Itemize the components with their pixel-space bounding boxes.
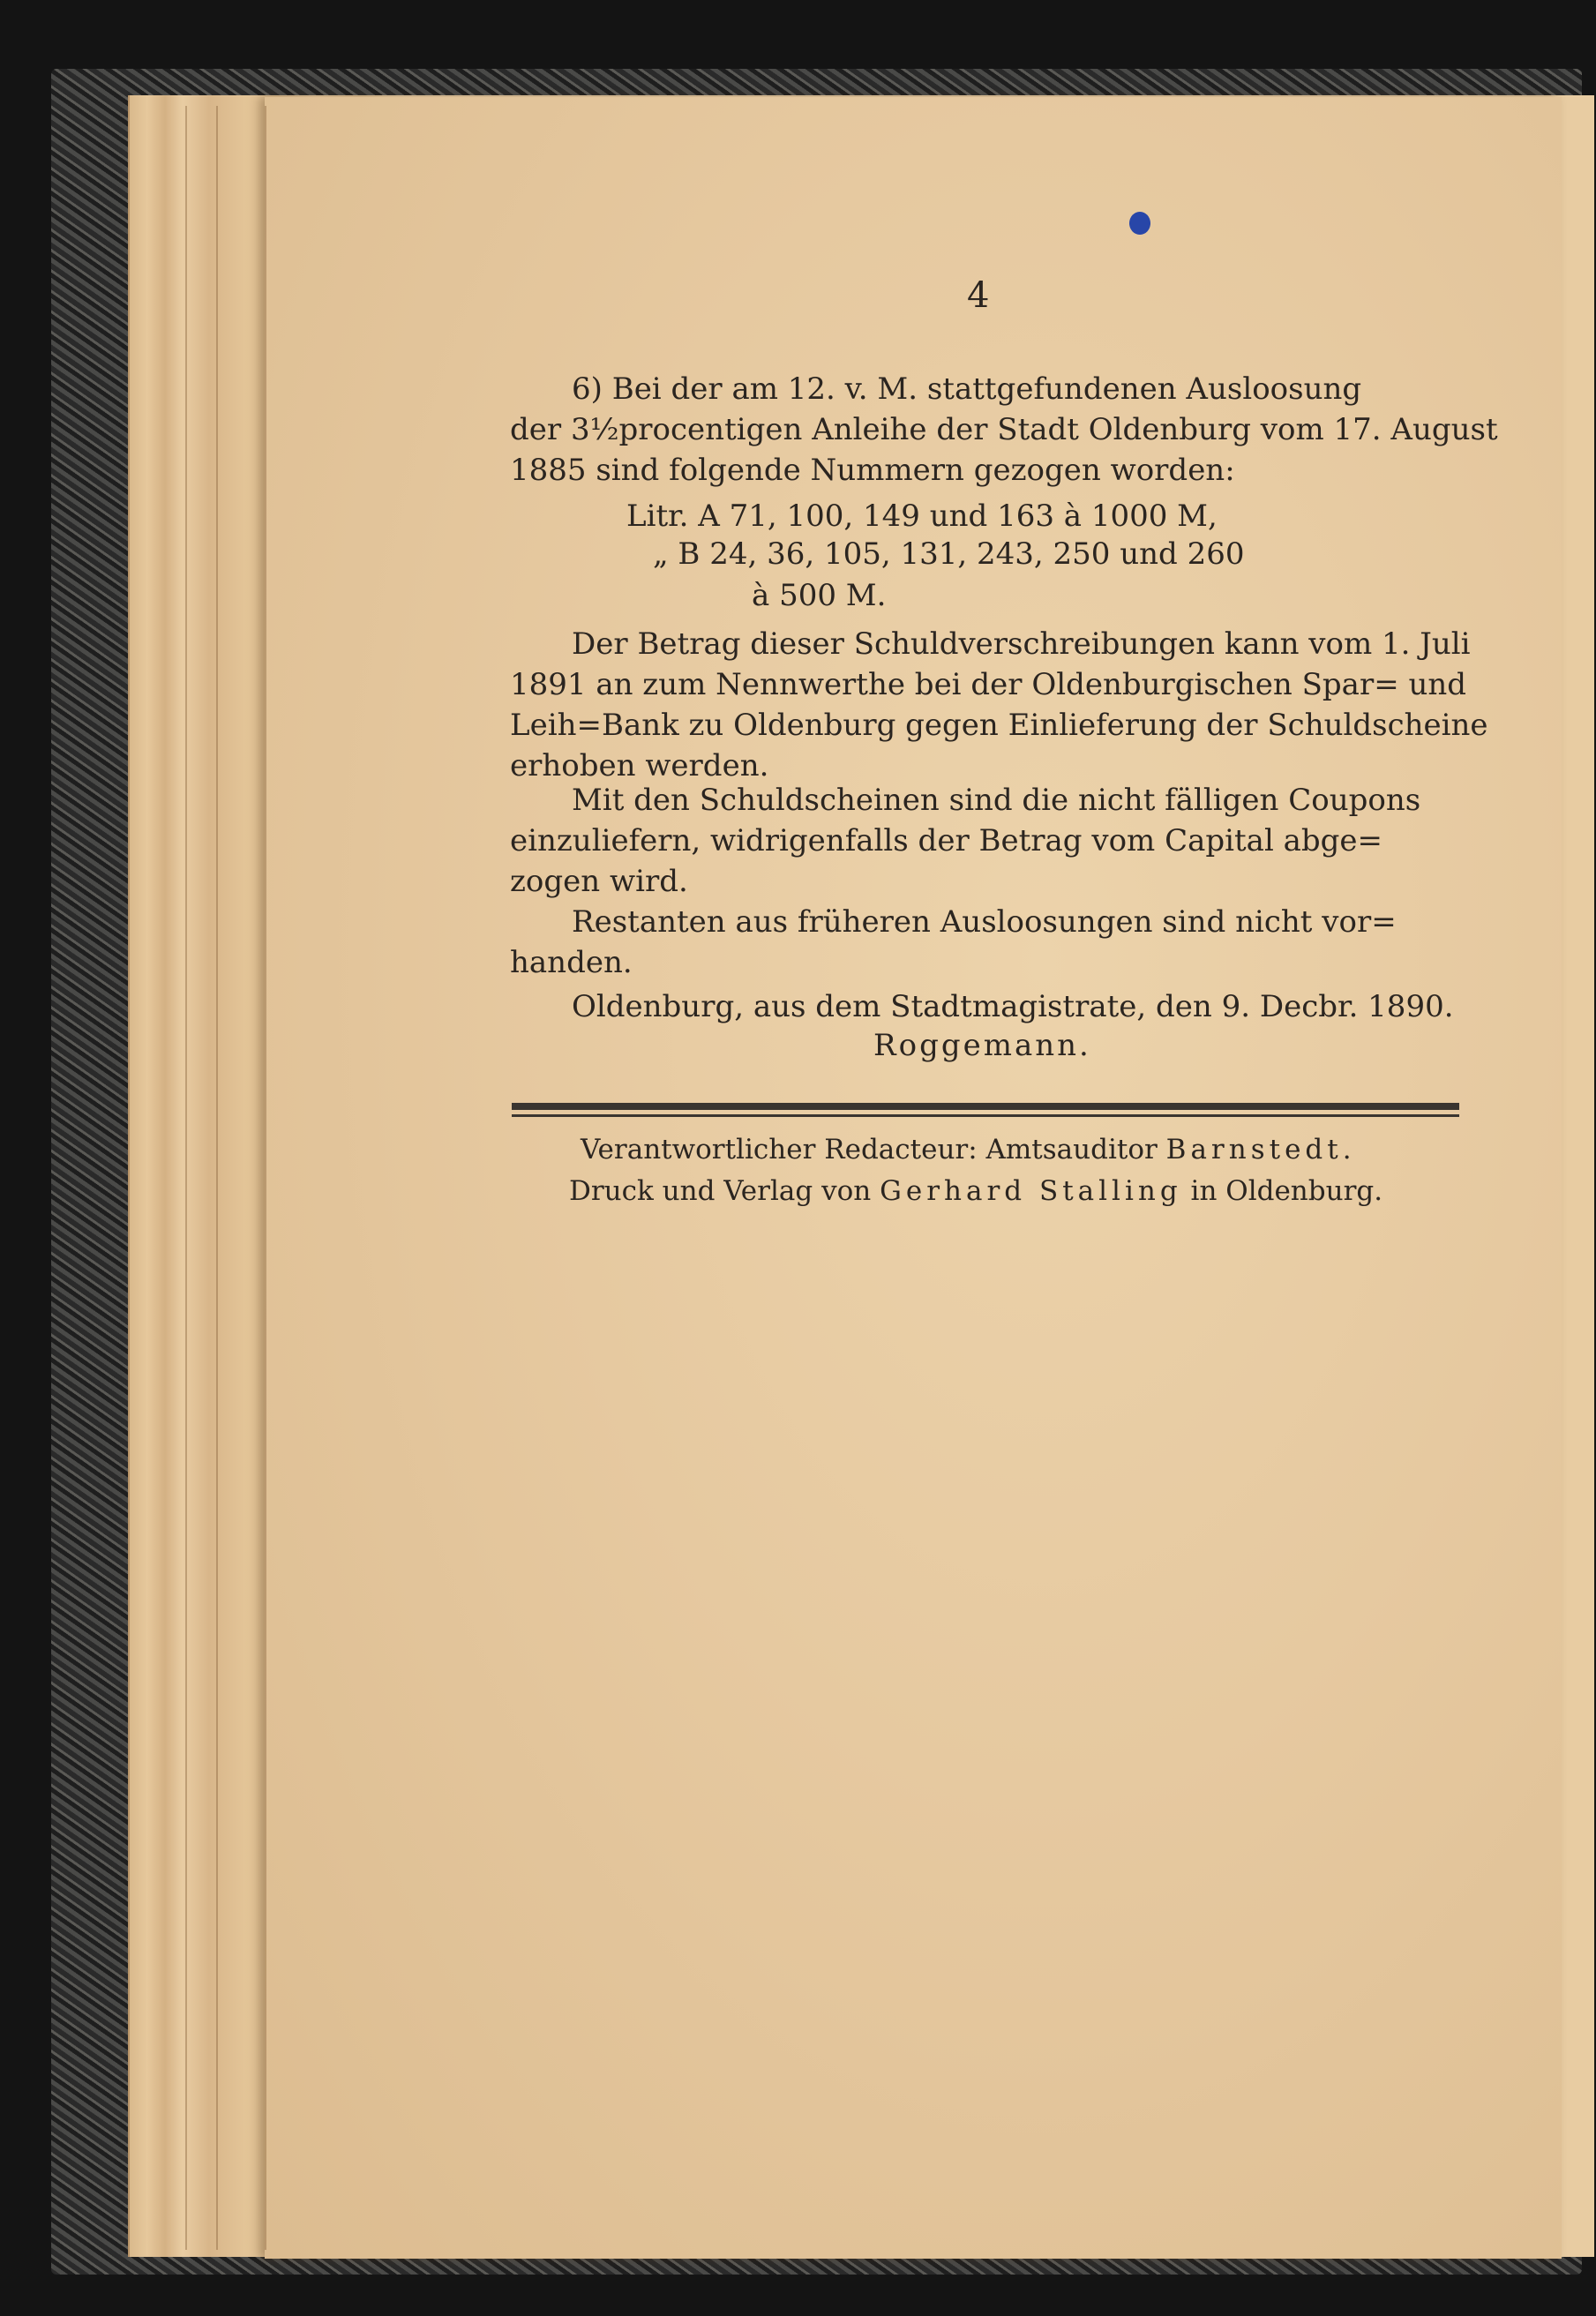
text-line: Der Betrag dieser Schuldverschreibungen kann vom 1. Juli	[572, 626, 1471, 662]
dateline: Oldenburg, aus dem Stadtmagistrate, den 9. Decbr. 1890.	[572, 989, 1454, 1024]
page-edge-line	[216, 106, 218, 2250]
editor-name: Barnstedt.	[1165, 1134, 1356, 1165]
printer-name: Gerhard Stalling	[880, 1175, 1182, 1207]
printer-line	[569, 1175, 1382, 1207]
text-line: 6) Bei der am 12. v. M. stattgefundenen Ausloosung	[572, 371, 1362, 407]
page-edge-line	[265, 106, 266, 2250]
litr-line: à 500 M.	[752, 578, 887, 613]
text-line: Mit den Schuldscheinen sind die nicht fälligen Coupons	[572, 783, 1421, 818]
signature: Roggemann.	[873, 1028, 1091, 1063]
text-line: 1885 sind folgende Nummern gezogen worden:	[510, 453, 1235, 488]
text-line: einzuliefern, widrigenfalls der Betrag vom Capital abge=	[510, 823, 1383, 858]
divider-rule	[512, 1114, 1459, 1117]
text-line: Restanten aus früheren Ausloosungen sind nicht vor=	[572, 904, 1397, 940]
printer-suffix: in Oldenburg.	[1181, 1175, 1383, 1207]
ink-dot-mark	[1129, 212, 1150, 235]
text-line: handen.	[510, 945, 633, 980]
divider-rule	[512, 1103, 1459, 1110]
text-line: zogen wird.	[510, 864, 688, 899]
text-line: 1891 an zum Nennwerthe bei der Oldenburgischen Spar= und	[510, 667, 1467, 702]
page-edge-line	[185, 106, 187, 2250]
editor-line	[581, 1134, 1356, 1165]
litr-line: „ B 24, 36, 105, 131, 243, 250 und 260	[653, 536, 1245, 572]
printer-prefix: Druck und Verlag von	[569, 1175, 880, 1207]
text-line: Leih=Bank zu Oldenburg gegen Einlieferung der Schuldscheine	[510, 708, 1488, 743]
text-line: der 3½procentigen Anleihe der Stadt Oldenburg vom 17. August	[510, 412, 1498, 447]
editor-label: Verantwortlicher Redacteur: Amtsauditor	[581, 1134, 1166, 1165]
litr-line: Litr. A 71, 100, 149 und 163 à 1000 M,	[626, 498, 1218, 534]
text-line: erhoben werden.	[510, 748, 769, 783]
page-number: 4	[967, 275, 990, 316]
